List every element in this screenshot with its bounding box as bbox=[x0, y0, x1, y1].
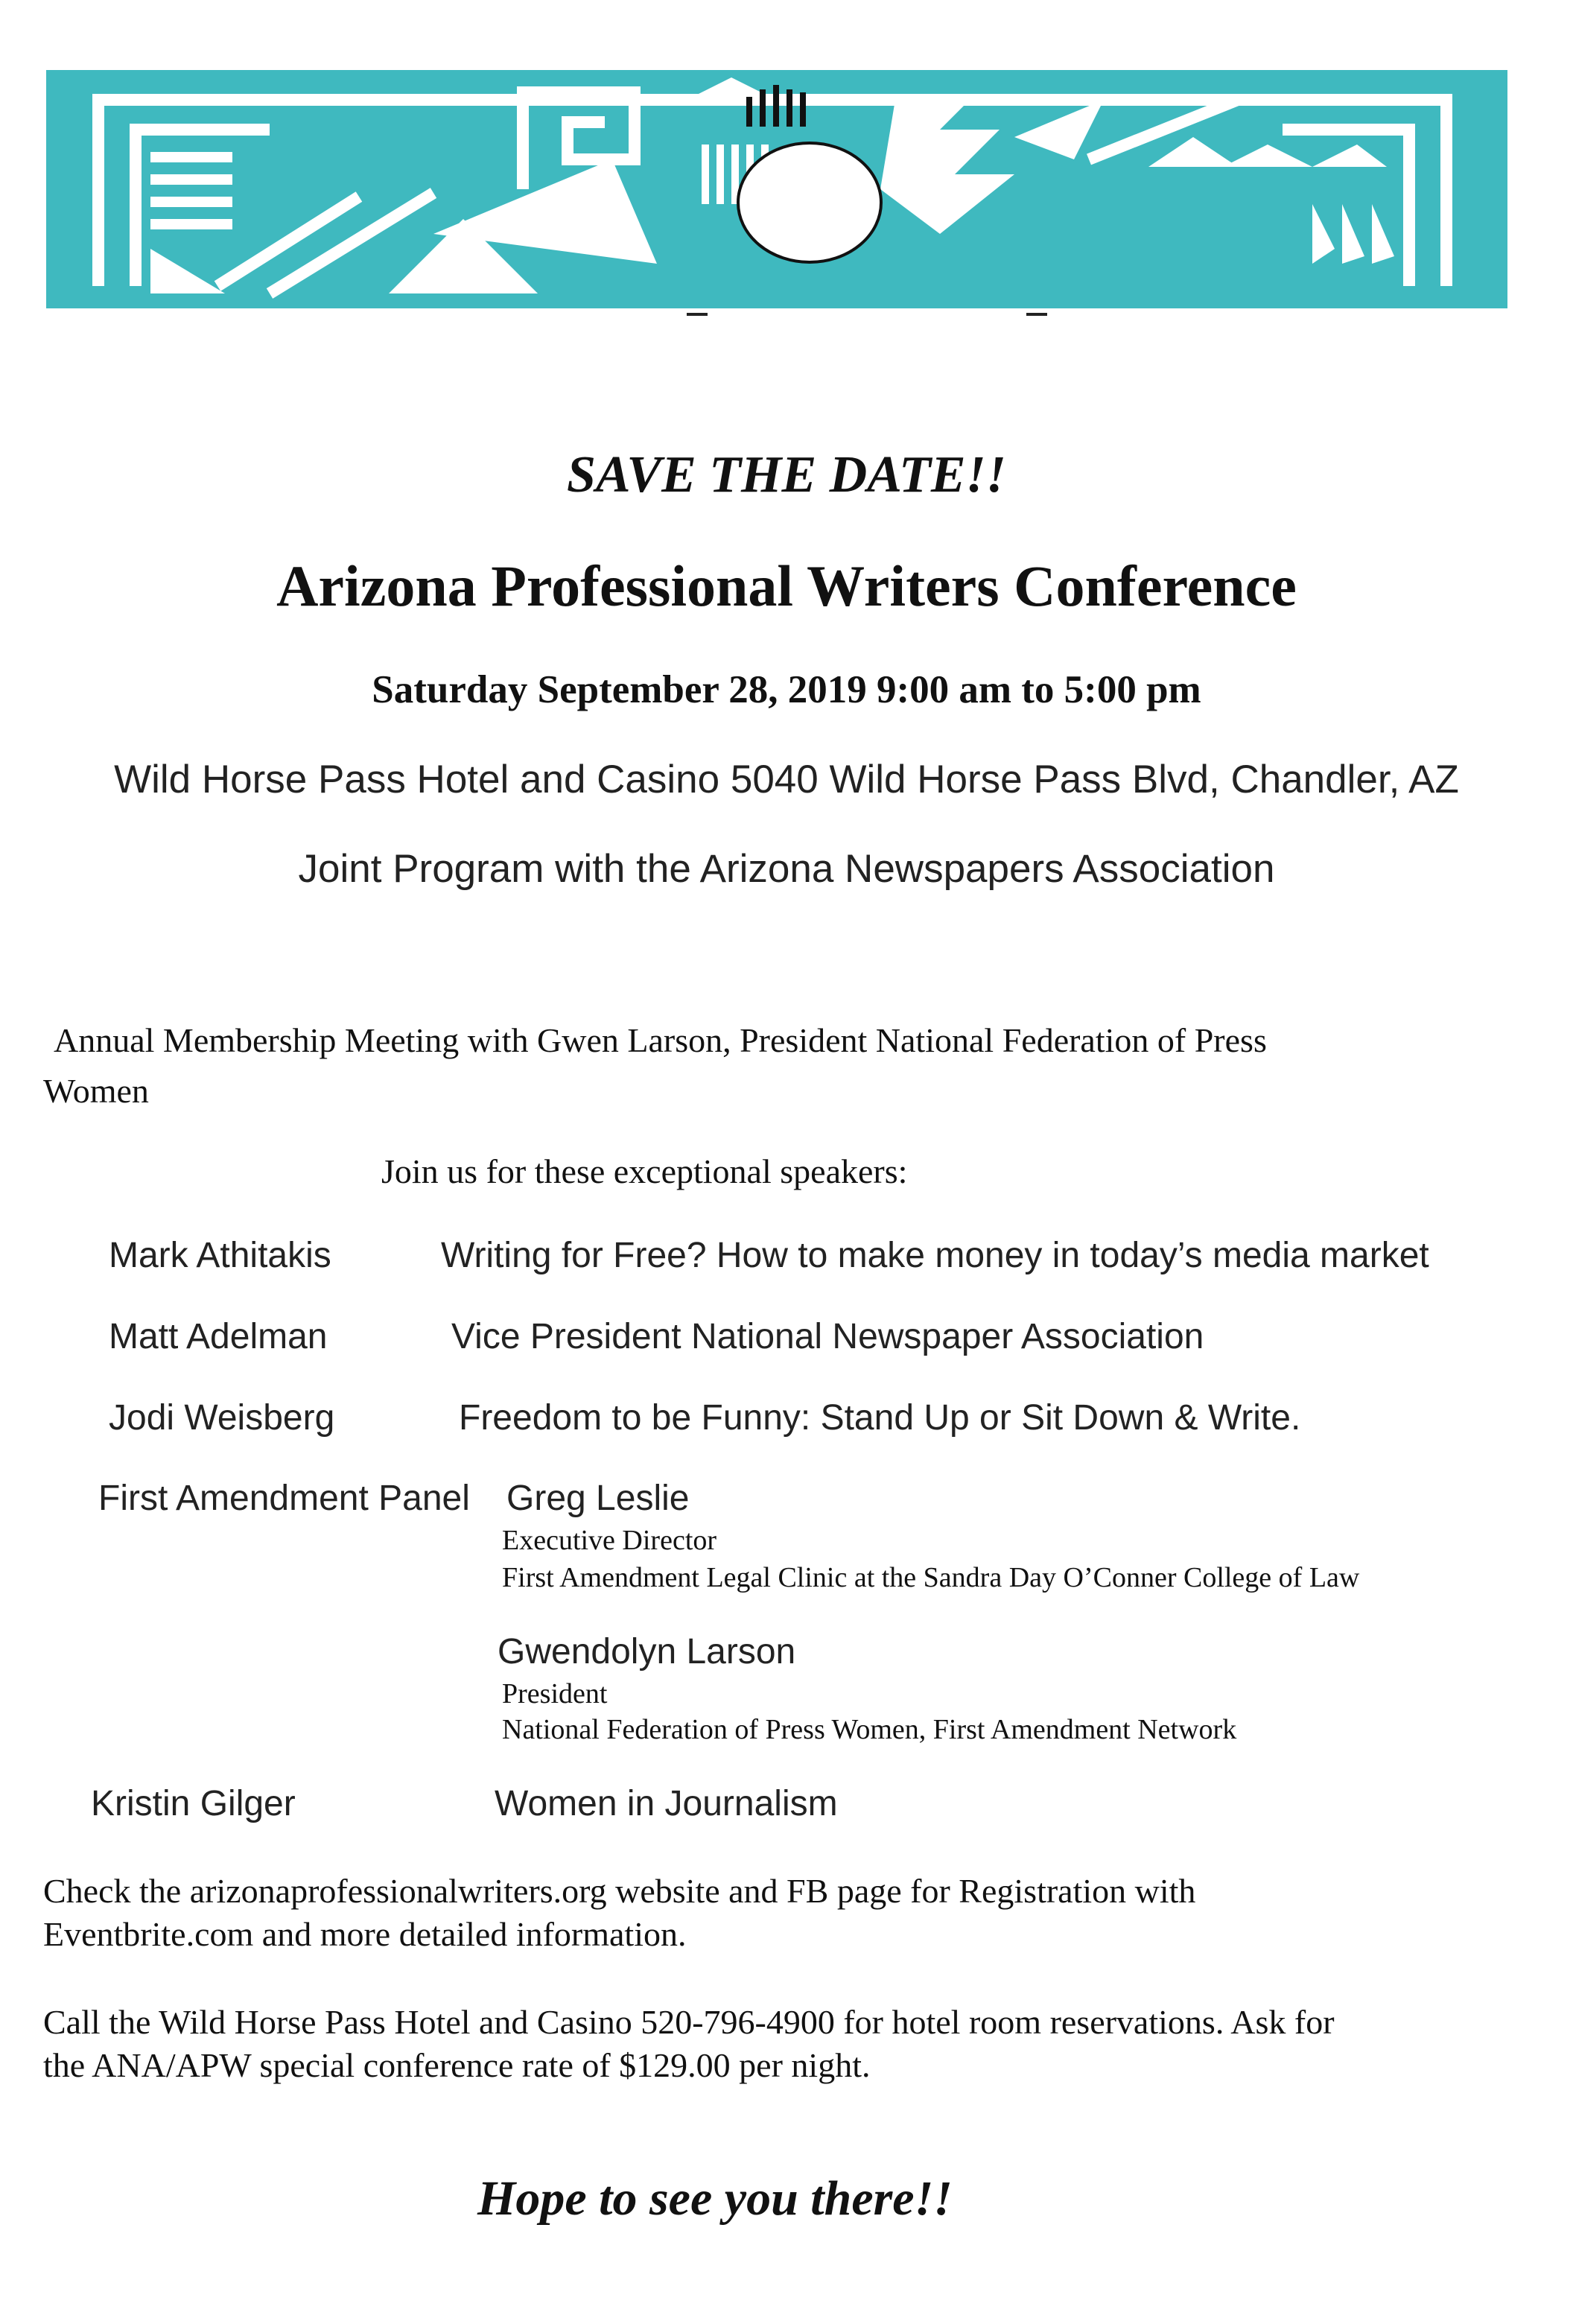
speaker-name: Mark Athitakis bbox=[109, 1236, 331, 1275]
registration-info-line-cont: Eventbrite.com and more detailed information. bbox=[43, 1915, 687, 1953]
hotel-info-line-cont: the ANA/APW special conference rate of $129.00 per night. bbox=[43, 2046, 871, 2084]
registration-info-line: Check the arizonaprofessionalwriters.org website and FB page for Registration with bbox=[43, 1872, 1196, 1910]
joint-program-note: Joint Program with the Arizona Newspapers Association bbox=[298, 847, 1275, 891]
speaker-name: Jodi Weisberg bbox=[109, 1398, 335, 1438]
panel-label: First Amendment Panel bbox=[98, 1479, 470, 1518]
speaker-topic: Vice President National Newspaper Association bbox=[451, 1317, 1204, 1356]
speakers-intro: Join us for these exceptional speakers: bbox=[381, 1152, 908, 1190]
speaker-name: Matt Adelman bbox=[109, 1317, 328, 1356]
hotel-info-line: Call the Wild Horse Pass Hotel and Casino 520-796-4900 for hotel room reservations. Ask for bbox=[43, 2003, 1335, 2041]
panel-member-role: President bbox=[502, 1678, 608, 1709]
annual-meeting-line-cont: Women bbox=[43, 1072, 149, 1110]
banner-underline-mark bbox=[687, 313, 708, 316]
save-the-date-heading: SAVE THE DATE!! bbox=[566, 446, 1006, 504]
speaker-topic: Writing for Free? How to make money in today’s media market bbox=[441, 1236, 1429, 1275]
closing-message: Hope to see you there!! bbox=[477, 2171, 953, 2226]
panel-member-name: Gwendolyn Larson bbox=[498, 1632, 796, 1671]
event-venue: Wild Horse Pass Hotel and Casino 5040 Wild Horse Pass Blvd, Chandler, AZ bbox=[114, 758, 1459, 801]
speaker-name: Kristin Gilger bbox=[91, 1784, 296, 1823]
panel-member-org: First Amendment Legal Clinic at the Sandra Day O’Conner College of Law bbox=[502, 1562, 1360, 1593]
banner-underline-mark bbox=[1026, 313, 1047, 316]
speaker-topic: Freedom to be Funny: Stand Up or Sit Down & Write. bbox=[459, 1398, 1301, 1438]
annual-meeting-line: Annual Membership Meeting with Gwen Larson, President National Federation of Press bbox=[54, 1021, 1267, 1059]
panel-member-role: Executive Director bbox=[502, 1525, 717, 1556]
southwestern-pattern-banner-icon bbox=[46, 70, 1507, 308]
speaker-topic: Women in Journalism bbox=[495, 1784, 838, 1823]
panel-member-name: Greg Leslie bbox=[506, 1479, 690, 1518]
panel-member-org: National Federation of Press Women, First Amendment Network bbox=[502, 1714, 1237, 1745]
event-date-time: Saturday September 28, 2019 9:00 am to 5:00 pm bbox=[372, 668, 1201, 711]
conference-title: Arizona Professional Writers Conference bbox=[276, 553, 1297, 618]
